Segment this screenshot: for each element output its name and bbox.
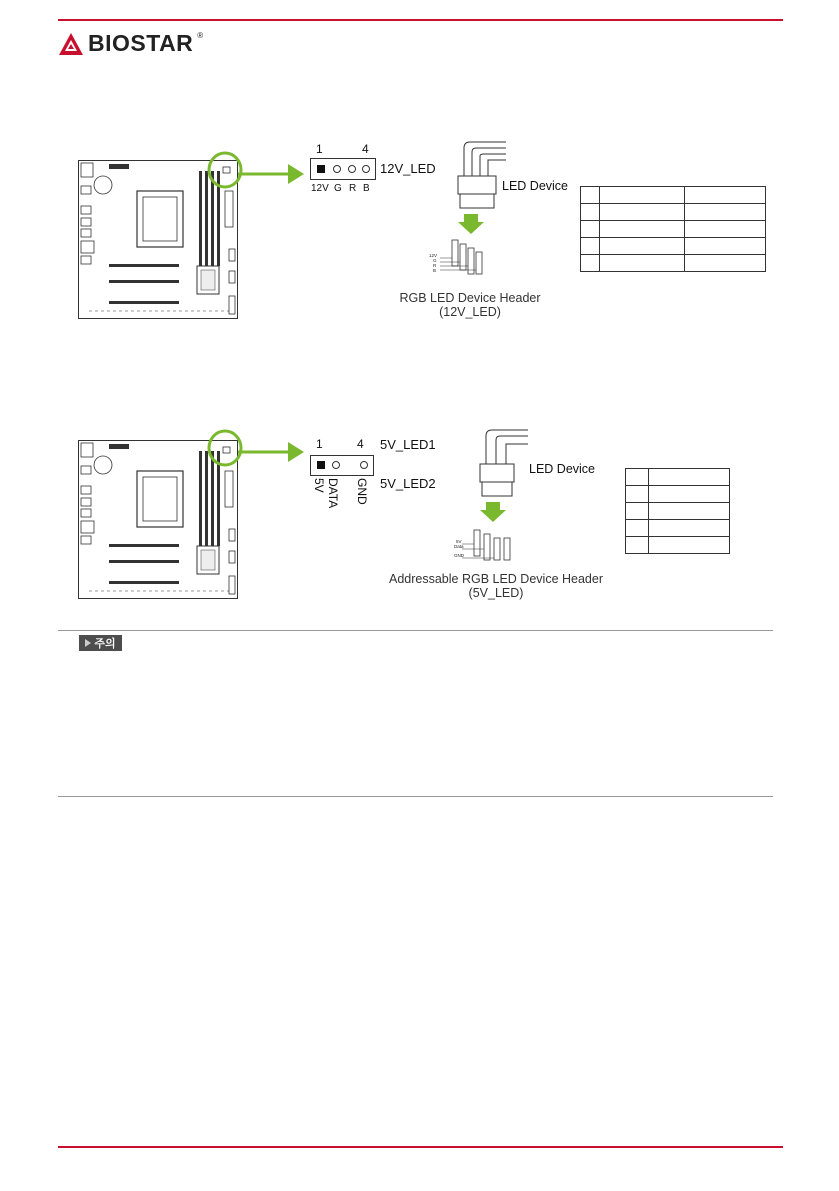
pin-header-12v <box>310 158 376 180</box>
pin-first-label-12v: 1 <box>316 142 323 156</box>
pin-label-g: G <box>334 183 342 194</box>
cable-label-gnd: GND <box>454 553 464 558</box>
pin-first-label-5v: 1 <box>316 437 323 451</box>
pin-label-data: DATA <box>326 478 340 509</box>
highlight-arrow-12v-icon <box>238 162 306 186</box>
caption-12v-line2: (12V_LED) <box>439 305 501 319</box>
footer-rule <box>58 1146 783 1148</box>
note-arrow-icon <box>85 639 91 647</box>
pin-4-circle <box>362 165 370 173</box>
header-name-5v-led2: 5V_LED2 <box>380 476 436 491</box>
caption-5v-line1: Addressable RGB LED Device Header <box>389 572 603 586</box>
pin-label-12v: 12V <box>311 183 329 194</box>
pin-table-12v <box>580 186 766 272</box>
led-device-label-5v: LED Device <box>529 462 595 476</box>
pin-2-circle <box>333 165 341 173</box>
pin-1-square <box>317 165 325 173</box>
pin-3-circle <box>348 165 356 173</box>
pin-header-5v <box>310 455 374 476</box>
header-name-5v-led1: 5V_LED1 <box>380 437 436 452</box>
pin-4-circle <box>360 461 368 469</box>
cable-label-12v: 12V <box>429 253 438 258</box>
highlight-arrow-5v-icon <box>238 440 306 464</box>
pin-table-5v <box>625 468 730 554</box>
cable-label-r: R <box>433 263 437 268</box>
note-tag-label: 주의 <box>94 638 116 650</box>
biostar-logo-icon <box>58 32 84 56</box>
cable-label-5v: 5V <box>456 539 462 544</box>
header-rule <box>58 19 783 21</box>
brand-name: BIOSTAR <box>88 30 194 56</box>
cable-label-b: B <box>433 268 437 273</box>
caption-5v <box>384 572 608 600</box>
note-bottom-rule <box>58 796 773 797</box>
pin-last-label-5v: 4 <box>357 437 364 451</box>
pin-last-label-12v: 4 <box>362 142 369 156</box>
led-device-connector-12v-icon <box>426 138 516 278</box>
header-name-12v: 12V_LED <box>380 161 436 176</box>
caption-12v <box>390 291 550 319</box>
caption-12v-line1: RGB LED Device Header <box>399 291 541 305</box>
brand-logo <box>58 30 203 57</box>
cable-label-g: G <box>433 258 437 263</box>
pin-label-b: B <box>363 183 370 194</box>
pin-label-r: R <box>349 183 357 194</box>
note-top-rule <box>58 630 773 631</box>
pin-2-circle <box>332 461 340 469</box>
caption-5v-line2: (5V_LED) <box>468 586 524 600</box>
pin-1-square <box>317 461 325 469</box>
pin-label-gnd: GND <box>355 478 369 505</box>
note-tag <box>79 635 122 651</box>
brand-registered-mark: ® <box>197 31 204 40</box>
led-device-label-12v: LED Device <box>502 179 568 193</box>
cable-label-data: Data <box>454 544 464 549</box>
pin-label-5v: 5V <box>312 478 326 493</box>
